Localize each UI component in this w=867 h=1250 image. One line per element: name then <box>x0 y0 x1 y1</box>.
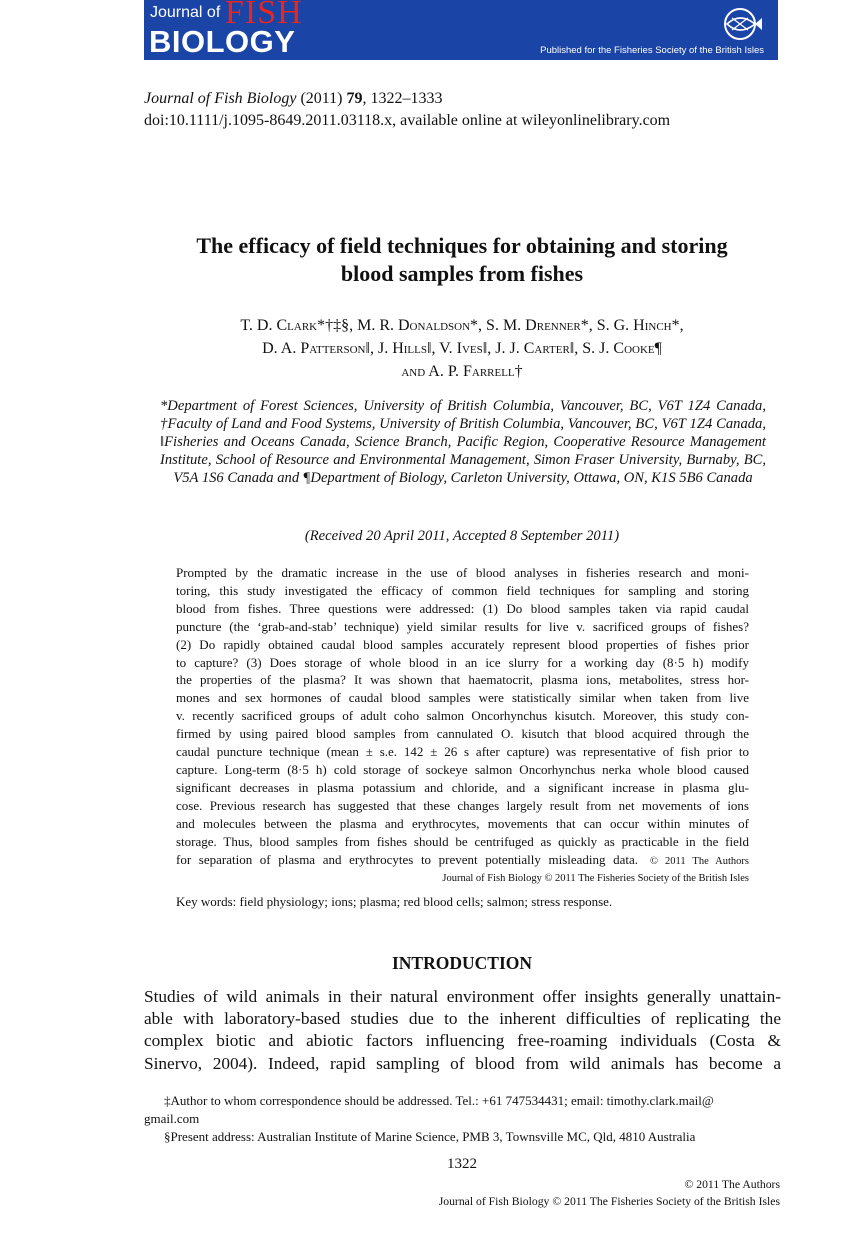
abstract-line: Prompted by the dramatic increase in the use of blood analyses in fisheries research and moni- <box>176 565 749 580</box>
abstract-line: to capture? (3) Does storage of whole blood in an ice slurry for a working day (8·5 h) modify <box>176 654 749 670</box>
abstract-last-line-wrap <box>176 851 749 871</box>
abstract-line: puncture (the ‘grab-and-stab’ technique) yield similar results for live v. sacrificed groups of fishes? <box>176 618 749 634</box>
abstract-line: capture. Long-term (8·5 h) cold storage of sockeye salmon Oncorhynchus nerka whole blood caused <box>176 761 749 777</box>
keywords: Key words: field physiology; ions; plasma; red blood cells; salmon; stress response. <box>176 894 613 909</box>
banner-journal-of: Journal of <box>150 4 221 21</box>
journal-banner <box>144 0 778 60</box>
footnotes <box>144 1092 781 1147</box>
affiliations: *Department of Forest Sciences, University of British Columbia, Vancouver, BC, V6T 1Z4 Canada, †Faculty of Land and Food Systems, University of British Columbia, Vancouver, BC, V6T 1Z4 Canada, ‖Fisheries and Oceans Canada, Science Branch, Pacific Region, Cooperative Resource Management Institute, School of Resource and Environmental Management, Simon Fraser University, Burnaby, BC, V5A 1S6 Canada and ¶Department of Biology, Carleton University, Ottawa, ON, K1S 5B6 Canada <box>160 398 766 486</box>
abstract-line: caudal puncture technique (mean ± s.e. 142 ± 26 s after capture) was representative of fish prior to <box>176 744 749 760</box>
citation-year: (2011) <box>300 90 343 107</box>
intro-line: able with laboratory-based studies due to the inherent difficulties of replicating the <box>144 1009 781 1029</box>
abstract-copyright-line: Journal of Fish Biology © 2011 The Fisheries Society of the British Isles <box>442 873 749 885</box>
title-line: blood samples from fishes <box>340 261 584 286</box>
abstract-line: mones and sex hormones of caudal blood samples were statistically similar when taken from live <box>176 690 749 706</box>
article-title <box>144 232 780 288</box>
fisheries-society-logo-icon <box>718 6 764 42</box>
abstract-line: firmed by using paired blood samples from cannulated O. kisutch that blood acquired through the <box>176 726 749 742</box>
bottom-copyright-line: Journal of Fish Biology © 2011 The Fisheries Society of the British Isles <box>438 1194 780 1208</box>
abstract-line: for separation of plasma and erythrocytes to prevent potentially misleading data. <box>176 851 639 867</box>
page-number: 1322 <box>447 1156 477 1172</box>
author-line: and A. P. Farrell† <box>401 363 523 380</box>
bottom-copyright <box>439 1177 780 1211</box>
intro-line: Studies of wild animals in their natural environment offer insights generally unattain- <box>144 987 781 1006</box>
abstract-line: cose. Previous research has suggested that these changes largely result from net movements of ions <box>176 797 749 813</box>
abstract <box>176 564 749 888</box>
abstract-line: (2) Do rapidly obtained caudal blood samples accurately represent blood properties of fishes prior <box>176 636 749 652</box>
banner-biology: BIOLOGY <box>149 24 296 59</box>
bottom-copyright-line: © 2011 The Authors <box>684 1178 780 1191</box>
banner-publisher-line: Published for the Fisheries Society of the British Isles <box>540 45 764 56</box>
title-line: The efficacy of field techniques for obtaining and storing <box>196 233 728 258</box>
journal-name: Journal of Fish Biology <box>144 90 297 107</box>
footnote-correspondence: ‡Author to whom correspondence should be addressed. Tel.: +61 747534431; email: timothy.clark.mail@ <box>164 1093 714 1108</box>
citation-line <box>144 88 670 110</box>
abstract-line: significant decreases in plasma potassium and chloride, and a significant increase in plasma glu- <box>176 779 749 795</box>
author-line: D. A. Patterson‖, J. Hills‖, V. Ives‖, J. J. Carter‖, S. J. Cooke¶ <box>262 340 662 357</box>
abstract-line: and molecules between the plasma and erythrocytes, movements that can occur within minutes of <box>176 815 749 831</box>
footnote-present-address: §Present address: Australian Institute of Marine Science, PMB 3, Townsville MC, Qld, 4810 Australia <box>164 1129 696 1145</box>
abstract-line: blood from fishes. Three questions were addressed: (1) Do blood samples taken via rapid caudal <box>176 600 749 616</box>
abstract-line: toring, this study investigated the efficacy of common field techniques for sampling and storing <box>176 582 749 598</box>
citation-pages: , 1322–1333 <box>362 90 443 107</box>
banner-fish: FISH <box>225 0 303 31</box>
intro-line: complex biotic and abiotic factors influencing free-roaming individuals (Costa & <box>144 1031 781 1051</box>
abstract-copyright-inline: © 2011 The Authors <box>650 855 749 867</box>
section-heading: INTRODUCTION <box>391 953 533 973</box>
citation-block <box>144 88 670 132</box>
received-dates: (Received 20 April 2011, Accepted 8 September 2011) <box>304 528 620 544</box>
doi-line: doi:10.1111/j.1095-8649.2011.03118.x, available online at wileyonlinelibrary.com <box>144 112 671 129</box>
intro-line: Sinervo, 2004). Indeed, rapid sampling of blood from wild animals has become a <box>144 1053 781 1073</box>
abstract-line: the properties of the plasma? It was shown that haematocrit, plasma ions, metabolites, stress hor- <box>176 672 749 688</box>
citation-volume: 79 <box>346 90 363 107</box>
author-list <box>144 314 780 383</box>
abstract-line: storage. Thus, blood samples from fishes should be centrifuged as quickly as practicable in the field <box>176 833 749 849</box>
footnote-correspondence-cont: gmail.com <box>144 1111 200 1127</box>
author-line: T. D. Clark*†‡§, M. R. Donaldson*, S. M. Drenner*, S. G. Hinch*, <box>240 317 684 334</box>
introduction-body <box>144 986 781 1075</box>
abstract-line: v. recently sacrificed groups of adult coho salmon Oncorhynchus kisutch. Moreover, this study con- <box>176 708 749 724</box>
